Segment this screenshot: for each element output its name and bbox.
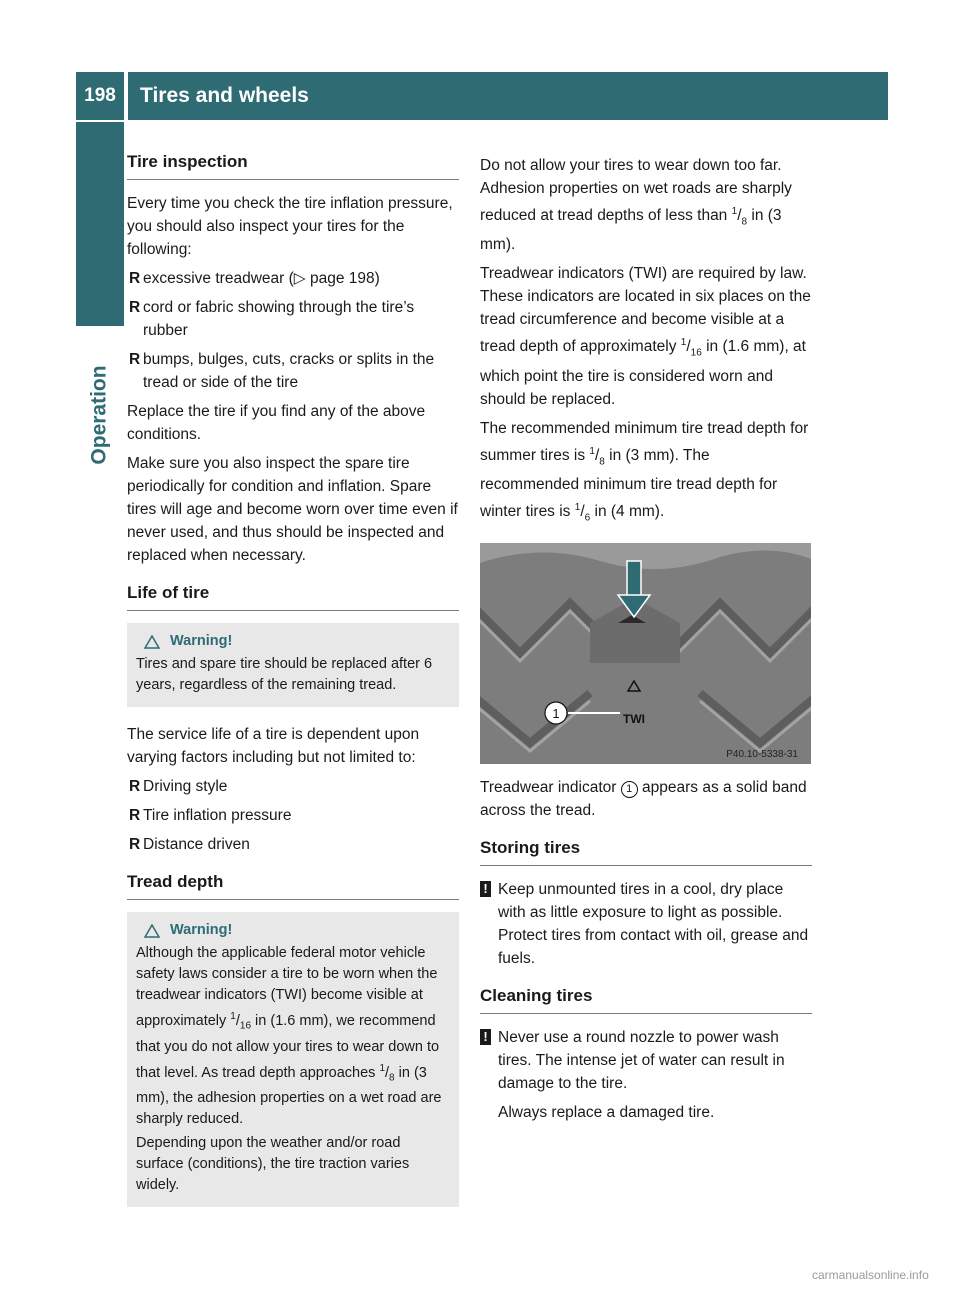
paragraph: The recommended minimum tire tread depth for summer tires is $^1/_8$ in (3 mm). The recommended minimum tire tread depth for winter tires is $^1/_6$ in (4 mm). <box>480 419 809 523</box>
side-tab-label: Operation <box>88 365 111 465</box>
section-header <box>128 72 888 120</box>
warning-box <box>127 912 459 1207</box>
bullet-icon: R <box>129 778 141 795</box>
tire-tread-illustration <box>480 543 811 764</box>
heading-storing-tires: Storing tires <box>480 836 812 866</box>
warning-text: Tires and spare tire should be replaced after 6 years, regardless of the remaining tread. <box>136 656 433 693</box>
paragraph: Every time you check the tire inflation pressure, you should also inspect your tires for the following: <box>127 195 453 258</box>
paragraph: Replace the tire if you find any of the above conditions. <box>127 403 426 443</box>
note-continuation: Always replace a damaged tire. <box>498 1104 715 1121</box>
bullet-icon: R <box>129 351 141 368</box>
exclamation-icon: ! <box>480 1029 491 1045</box>
list-item: R excessive treadwear (▷ page 198) <box>127 267 459 290</box>
warning-text: Although the applicable federal motor vehicle safety laws consider a tire to be worn when the treadwear indicators (TWI) become visible at approximately $^1/_{16}$ in (1.6 mm), we recommend that you do not allow your tires to wear down to that level. As tread depth approaches $^1/_8$ in (3 mm), the adhesion properties on a wet road are sharply reduced. <box>136 945 442 1128</box>
list-item: R bumps, bulges, cuts, cracks or splits in the tread or side of the tire <box>127 348 459 394</box>
list-item: R Distance driven <box>127 833 459 856</box>
bullet-icon: R <box>129 299 141 316</box>
side-tab <box>80 335 120 495</box>
warning-triangle-icon <box>144 924 160 938</box>
callout-icon: 1 <box>621 781 638 798</box>
list-item: R Tire inflation pressure <box>127 804 459 827</box>
callout-number: 1 <box>552 706 560 721</box>
image-caption: Treadwear indicator 1 appears as a solid band across the tread. <box>480 779 807 819</box>
note: ! Keep unmounted tires in a cool, dry place with as little exposure to light as possible. Protect tires from contact with oil, grease and fuels. <box>480 878 812 970</box>
bullet-icon: R <box>129 807 141 824</box>
list-item: R cord or fabric showing through the tire’s rubber <box>127 296 459 342</box>
heading-tread-depth: Tread depth <box>127 870 459 900</box>
bullet-icon: R <box>129 270 141 287</box>
warning-box <box>127 623 459 707</box>
page-number: 198 <box>76 72 124 120</box>
right-column <box>480 154 812 1130</box>
heading-tire-inspection: Tire inspection <box>127 150 459 180</box>
side-color-block <box>76 122 124 326</box>
note: ! Never use a round nozzle to power wash tires. The intense jet of water can result in damage to the tire. <box>480 1026 812 1095</box>
warning-triangle-icon <box>144 635 160 649</box>
warning-text: Depending upon the weather and/or road surface (conditions), the tire traction varies widely. <box>136 1135 410 1194</box>
exclamation-icon: ! <box>480 881 491 897</box>
heading-life-of-tire: Life of tire <box>127 581 459 611</box>
list-item: R Driving style <box>127 775 459 798</box>
paragraph: Treadwear indicators (TWI) are required by law. These indicators are located in six places on the tread circumference and become visible at a tread depth of approximately $^1/_{16}$ in (1.6 mm), at which point the tire is considered worn and should be replaced. <box>480 265 811 408</box>
warning-header: Warning! <box>136 631 450 652</box>
paragraph: Make sure you also inspect the spare tire periodically for condition and inflation. Spare tires will age and become worn over time even if never used, and thus should be inspected and replaced when necessary. <box>127 455 458 564</box>
warning-header: Warning! <box>136 920 450 941</box>
heading-cleaning-tires: Cleaning tires <box>480 984 812 1014</box>
figure-code: P40.10-5338-31 <box>726 749 798 760</box>
section-title: Tires and wheels <box>140 84 309 107</box>
watermark: carmanualsonline.info <box>812 1268 929 1282</box>
paragraph: Do not allow your tires to wear down too far. Adhesion properties on wet roads are sharply reduced at tread depths of less than $^1/_8$ in (3 mm). <box>480 157 792 254</box>
left-column <box>127 150 459 1223</box>
paragraph: The service life of a tire is dependent upon varying factors including but not limited to: <box>127 726 420 766</box>
bullet-icon: R <box>129 836 141 853</box>
twi-label: TWI <box>623 712 645 726</box>
